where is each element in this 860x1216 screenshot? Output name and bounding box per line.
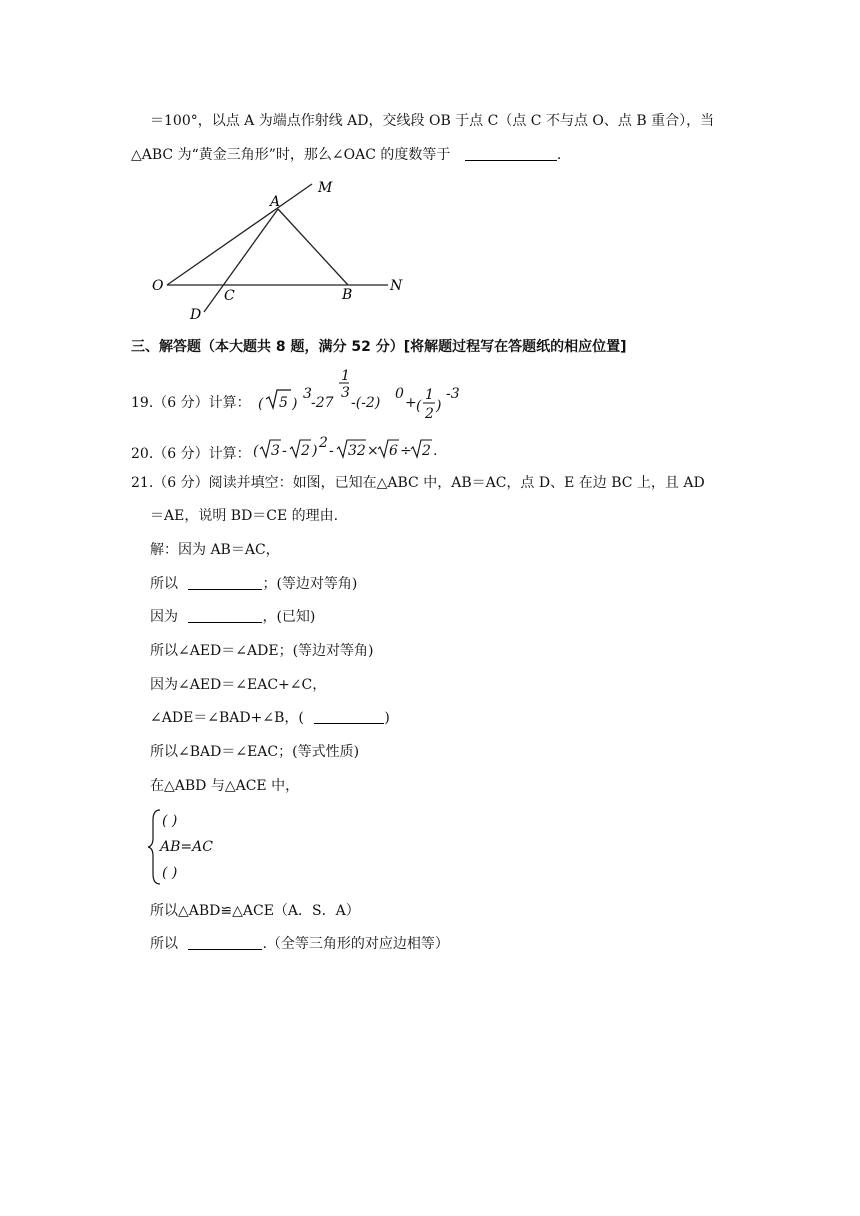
q18-line1: ＝100°，以点 A 为端点作射线 AD，交线段 OB 于点 C（点 C 不与点 O、点 B 重合），当 bbox=[150, 113, 715, 129]
q19-half-den: 2 bbox=[425, 406, 434, 422]
section-title: 三、解答题（本大题共 8 题，满分 52 分）[将解题过程写在答题纸的相应位置] bbox=[131, 339, 627, 355]
step1-reason: ；(等边对等角) bbox=[262, 576, 358, 592]
step1-text: 所以 bbox=[150, 576, 178, 592]
label-D: D bbox=[190, 307, 202, 323]
svg-text:2: 2 bbox=[301, 443, 310, 459]
answer-blank-4[interactable] bbox=[188, 935, 262, 950]
q21-step2 bbox=[150, 607, 315, 627]
q21-solution-start: 解：因为 AB＝AC， bbox=[150, 542, 280, 558]
svg-text:÷: ÷ bbox=[400, 443, 412, 459]
step9-reason: .（全等三角形的对应边相等） bbox=[262, 936, 449, 952]
step9-text: 所以 bbox=[150, 936, 178, 952]
q19-prefix: 19.（6 分）计算： bbox=[131, 395, 251, 411]
step2-reason: ，(已知) bbox=[262, 609, 316, 625]
segment-OA-ray-OM bbox=[167, 184, 312, 285]
svg-text:5: 5 bbox=[279, 395, 288, 411]
step5-text: ∠ADE＝∠BAD+∠B，( bbox=[150, 710, 304, 726]
svg-text:3: 3 bbox=[271, 443, 280, 459]
q21-step1 bbox=[150, 574, 357, 594]
label-A: A bbox=[270, 194, 281, 210]
svg-text:): ) bbox=[292, 396, 298, 412]
q21-line1: 21.（6 分）阅读并填空：如图，已知在△ABC 中，AB＝AC，点 D、E 在边 BC 上，且 AD bbox=[131, 475, 705, 491]
geometry-figure bbox=[140, 172, 420, 327]
q21-line2: ＝AE，说明 BD＝CE 的理由. bbox=[150, 508, 339, 524]
svg-text:2: 2 bbox=[422, 443, 431, 459]
ray-AD bbox=[204, 209, 278, 312]
svg-text:0: 0 bbox=[395, 386, 404, 402]
answer-blank-2[interactable] bbox=[188, 608, 262, 623]
svg-text:3: 3 bbox=[303, 386, 312, 402]
q19-frac-num: 1 bbox=[341, 368, 350, 384]
label-O: O bbox=[152, 278, 164, 294]
svg-text:-(-2): -(-2) bbox=[351, 395, 381, 411]
step5-close: ) bbox=[384, 710, 390, 726]
answer-blank-3[interactable] bbox=[314, 709, 384, 724]
svg-text:-27: -27 bbox=[311, 395, 334, 411]
q21-step5 bbox=[150, 708, 390, 728]
brace-system bbox=[148, 806, 238, 888]
q20-period: . bbox=[433, 443, 438, 459]
q21-step7: 在△ABD 与△ACE 中， bbox=[150, 778, 300, 794]
q20-expression bbox=[253, 432, 453, 466]
svg-text:6: 6 bbox=[389, 443, 398, 459]
svg-text:32: 32 bbox=[348, 443, 366, 459]
q21-step4: 因为∠AED＝∠EAC+∠C， bbox=[150, 677, 327, 693]
q19-half-num: 1 bbox=[425, 387, 434, 403]
q21-step8: 所以△ABD≌△ACE（A．S．A） bbox=[150, 903, 360, 919]
svg-text:-: - bbox=[282, 443, 287, 459]
q21-step3: 所以∠AED＝∠ADE；(等边对等角) bbox=[150, 643, 374, 659]
q19-expression bbox=[255, 368, 485, 426]
svg-text:(: ( bbox=[258, 396, 264, 412]
answer-blank[interactable] bbox=[465, 146, 557, 161]
answer-blank-1[interactable] bbox=[188, 575, 262, 590]
q21-step9 bbox=[150, 934, 449, 954]
brace-line-3: ( ) bbox=[162, 865, 178, 881]
segment-AB bbox=[278, 209, 348, 285]
q18-line2 bbox=[131, 145, 561, 165]
brace-line-2: AB=AC bbox=[160, 839, 213, 855]
svg-text:): ) bbox=[436, 398, 442, 414]
svg-text:(: ( bbox=[416, 398, 422, 414]
q18-period: . bbox=[556, 147, 562, 163]
step2-text: 因为 bbox=[150, 609, 178, 625]
q19-frac-den: 3 bbox=[341, 385, 350, 401]
q18-line2-text: △ABC 为“黄金三角形”时，那么∠OAC 的度数等于 bbox=[131, 147, 451, 163]
brace-line-1: ( ) bbox=[162, 813, 178, 829]
svg-text:-: - bbox=[329, 443, 334, 459]
svg-text:): ) bbox=[312, 443, 318, 459]
svg-text:+: + bbox=[405, 395, 417, 411]
svg-text:-3: -3 bbox=[446, 386, 460, 402]
label-B: B bbox=[342, 287, 353, 303]
svg-text:2: 2 bbox=[319, 435, 328, 451]
label-M: M bbox=[318, 180, 333, 196]
q21-step6: 所以∠BAD＝∠EAC；(等式性质) bbox=[150, 744, 360, 760]
label-N: N bbox=[390, 278, 403, 294]
q20-prefix: 20.（6 分）计算： bbox=[131, 446, 251, 462]
label-C: C bbox=[224, 288, 235, 304]
svg-text:(: ( bbox=[253, 443, 259, 459]
svg-text:×: × bbox=[367, 443, 379, 459]
